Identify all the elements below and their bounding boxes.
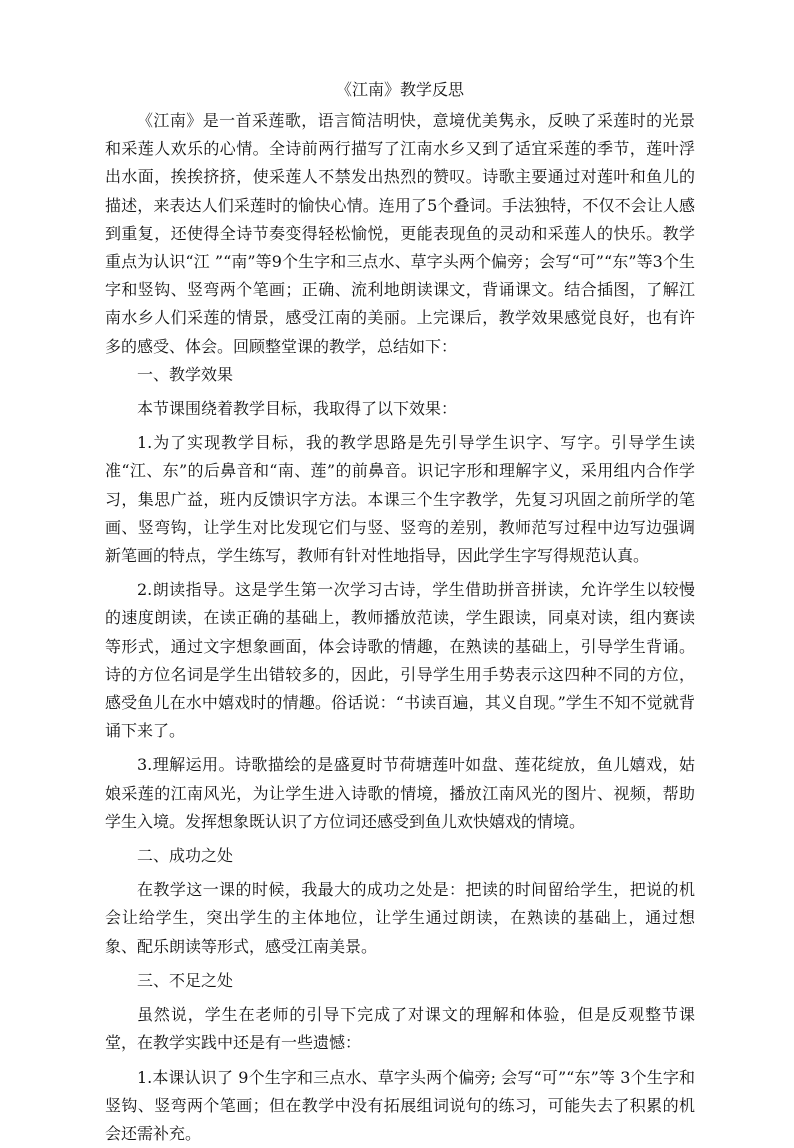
success-paragraph: 在教学这一课的时候，我最大的成功之处是：把读的时间留给学生，把说的机会让给学生，突出学生的主体地位，让学生通过朗读，在熟读的基础上，通过想象、配乐朗读等形式，感受江南美景。: [105, 876, 695, 961]
document-body: [105, 76, 695, 1148]
effect-point-2-paragraph: 2.朗读指导。这是学生第一次学习古诗，学生借助拼音拼读，允许学生以较慢的速度朗读，在读正确的基础上，教师播放范读，学生跟读，同桌对读，组内赛读等形式，通过文字想象画面，体会诗歌的情趣，在熟读的基础上，引导学生背诵。诗的方位名词是学生出错较多的，因此，引导学生用手势表示这四种不同的方位，感受鱼儿在水中嬉戏时的情趣。俗话说：“书读百遍，其义自现。”学生不知不觉就背诵下来了。: [105, 576, 695, 745]
section-heading-shortcomings: 三、不足之处: [105, 967, 695, 995]
document-title: 《江南》教学反思: [105, 76, 695, 104]
effect-point-3-paragraph: 3.理解运用。诗歌描绘的是盛夏时节荷塘莲叶如盘、莲花绽放，鱼儿嬉戏，姑娘采莲的江南风光，为让学生进入诗歌的情境，播放江南风光的图片、视频，帮助学生入境。发挥想象既认识了方位词还感受到鱼儿欢快嬉戏的情境。: [105, 751, 695, 836]
effect-point-1-paragraph: 1.为了实现教学目标，我的教学思路是先引导学生识字、写字。引导学生读准“江、东”的后鼻音和“南、莲”的前鼻音。识记字形和理解字义，采用组内合作学习，集思广益，班内反馈识字方法。本课三个生字教学，先复习巩固之前所学的笔画、竖弯钩，让学生对比发现它们与竖、竖弯的差别，教师范写过程中边写边强调新笔画的特点，学生练写，教师有针对性地指导，因此学生字写得规范认真。: [105, 429, 695, 570]
effect-intro-paragraph: 本节课围绕着教学目标，我取得了以下效果：: [105, 395, 695, 423]
shortcomings-point-1-paragraph: 1.本课认识了 9个生字和三点水、草字头两个偏旁; 会写“可”“东”等 3个生字和竖钩、竖弯两个笔画；但在教学中没有拓展组词说句的练习，可能失去了积累的机会还需补充。: [105, 1064, 695, 1148]
section-heading-teaching-effect: 一、教学效果: [105, 361, 695, 389]
shortcomings-intro-paragraph: 虽然说，学生在老师的引导下完成了对课文的理解和体验，但是反观整节课堂，在教学实践中还是有一些遗憾：: [105, 1001, 695, 1057]
intro-paragraph: 《江南》是一首采莲歌，语言简洁明快，意境优美隽永，反映了采莲时的光景和采莲人欢乐的心情。全诗前两行描写了江南水乡又到了适宜采莲的季节，莲叶浮出水面，挨挨挤挤，使采莲人不禁发出热烈的赞叹。诗歌主要通过对莲叶和鱼儿的描述，来表达人们采莲时的愉快心情。连用了5个叠词。手法独特，不仅不会让人感到重复，还使得全诗节奏变得轻松愉悦，更能表现鱼的灵动和采莲人的快乐。教学重点为认识“江 ”“南”等9个生字和三点水、草字头两个偏旁；会写“可”“东”等3个生字和竖钩、竖弯两个笔画；正确、流利地朗读课文，背诵课文。结合插图，了解江南水乡人们采莲的情景，感受江南的美丽。上完课后，教学效果感觉良好，也有许多的感受、体会。回顾整堂课的教学，总结如下：: [105, 107, 695, 361]
section-heading-success: 二、成功之处: [105, 842, 695, 870]
